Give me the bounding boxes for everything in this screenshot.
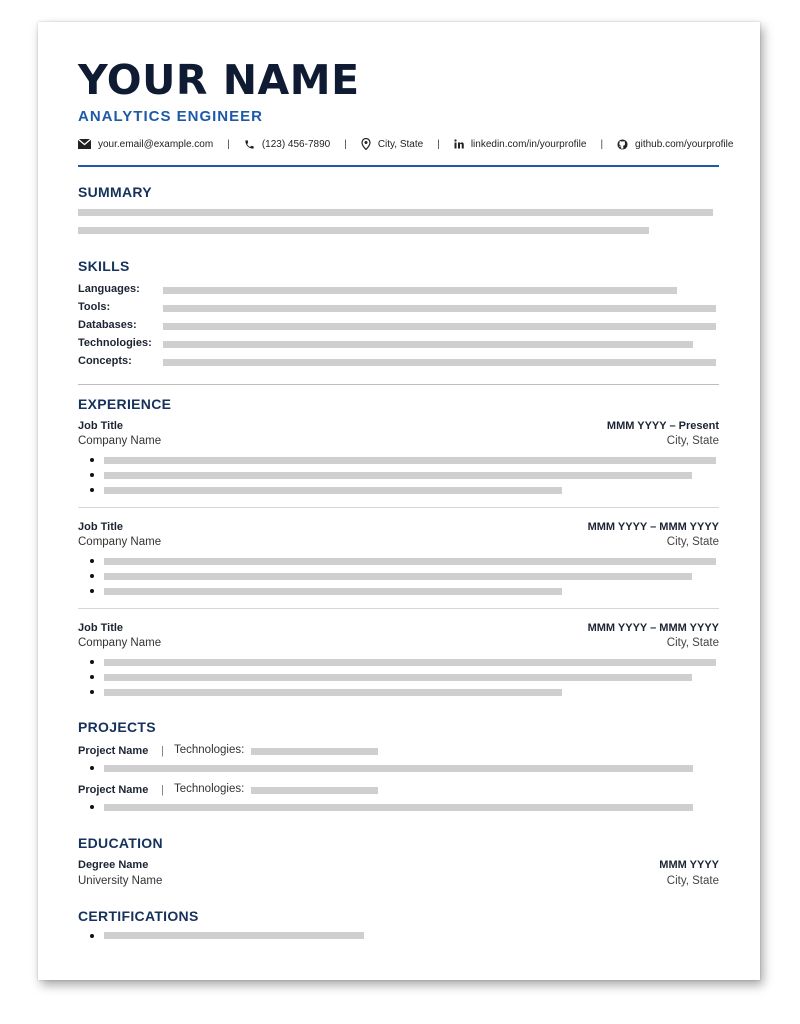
skill-label-tools: Tools: (78, 301, 111, 313)
section-title-education: EDUCATION (78, 835, 163, 851)
skill-label-databases: Databases: (78, 319, 137, 331)
company-name: Company Name (78, 435, 162, 447)
project-tech-label: Technologies: (174, 744, 245, 756)
bullet-text-bar (104, 659, 716, 666)
job-title: Job Title (78, 420, 124, 432)
resume-page (38, 22, 760, 980)
degree-name: Degree Name (78, 859, 149, 871)
phone-text: (123) 456-7890 (261, 138, 331, 150)
bullet-dot (90, 805, 94, 809)
separator: | (227, 138, 230, 150)
linkedin-icon (454, 139, 464, 149)
github-icon (617, 139, 628, 150)
job-dates: MMM YYYY – MMM YYYY (587, 622, 719, 634)
education-date: MMM YYYY (659, 859, 719, 871)
project-tech-bar (251, 787, 378, 794)
candidate-name: YOUR NAME (78, 56, 360, 104)
github-text: github.com/yourprofile (635, 138, 734, 150)
company-name: Company Name (78, 637, 162, 649)
skill-value-bar (163, 305, 716, 312)
bullet-dot (90, 488, 94, 492)
contact-linkedin[interactable] (454, 139, 587, 150)
bullet-text-bar (104, 457, 716, 464)
bullet-dot (90, 660, 94, 664)
contact-line (78, 136, 734, 152)
summary-line (78, 209, 713, 216)
certification-bar (104, 932, 364, 939)
section-title-experience: EXPERIENCE (78, 396, 172, 412)
project-name: Project Name (78, 745, 149, 757)
contact-github[interactable] (617, 139, 733, 150)
header-divider (78, 165, 719, 167)
bullet-text-bar (104, 804, 693, 811)
section-title-skills: SKILLS (78, 258, 130, 274)
section-title-projects: PROJECTS (78, 719, 156, 735)
skill-label-concepts: Concepts: (78, 355, 132, 367)
separator: | (600, 138, 604, 150)
skill-label-technologies: Technologies: (78, 337, 152, 349)
phone-icon (244, 139, 255, 150)
bullet-dot (90, 458, 94, 462)
job-divider (78, 608, 719, 609)
bullet-dot (90, 473, 94, 477)
email-text: your.email@example.com (98, 138, 214, 150)
separator: | (161, 784, 164, 796)
job-dates: MMM YYYY – MMM YYYY (587, 521, 719, 533)
bullet-text-bar (104, 689, 562, 696)
skill-value-bar (163, 359, 716, 366)
bullet-text-bar (104, 674, 692, 681)
project-tech-label: Technologies: (174, 783, 245, 795)
section-title-summary: SUMMARY (78, 184, 152, 200)
job-title: Job Title (78, 521, 124, 533)
location-pin-icon (361, 138, 371, 150)
job-location: City, State (666, 435, 719, 447)
section-title-certifications: CERTIFICATIONS (78, 908, 199, 924)
job-dates: MMM YYYY – Present (606, 420, 719, 432)
bullet-text-bar (104, 487, 562, 494)
company-name: Company Name (78, 536, 162, 548)
job-location: City, State (666, 536, 719, 548)
bullet-text-bar (104, 472, 692, 479)
bullet-text-bar (104, 573, 692, 580)
project-tech-bar (251, 748, 378, 755)
project-name: Project Name (78, 784, 149, 796)
bullet-dot (90, 559, 94, 563)
bullet-dot (90, 934, 94, 938)
candidate-role: ANALYTICS ENGINEER (78, 108, 263, 125)
bullet-dot (90, 589, 94, 593)
bullet-dot (90, 766, 94, 770)
skill-value-bar (163, 287, 677, 294)
summary-line (78, 227, 649, 234)
bullet-text-bar (104, 588, 562, 595)
envelope-icon (78, 139, 91, 149)
bullet-dot (90, 574, 94, 578)
job-location: City, State (666, 637, 719, 649)
section-divider (78, 384, 719, 385)
bullet-text-bar (104, 558, 716, 565)
skill-label-languages: Languages: (78, 283, 140, 295)
location-text: City, State (377, 138, 424, 150)
job-divider (78, 507, 719, 508)
contact-email[interactable] (78, 139, 213, 150)
skill-value-bar (163, 323, 716, 330)
skill-value-bar (163, 341, 693, 348)
bullet-dot (90, 675, 94, 679)
separator: | (437, 138, 440, 150)
contact-location (361, 138, 423, 150)
contact-phone[interactable] (244, 139, 330, 150)
separator: | (161, 745, 164, 757)
separator: | (344, 138, 347, 150)
bullet-dot (90, 690, 94, 694)
university-name: University Name (78, 875, 163, 887)
linkedin-text: linkedin.com/in/yourprofile (470, 138, 587, 150)
education-location: City, State (666, 875, 719, 887)
bullet-text-bar (104, 765, 693, 772)
job-title: Job Title (78, 622, 124, 634)
